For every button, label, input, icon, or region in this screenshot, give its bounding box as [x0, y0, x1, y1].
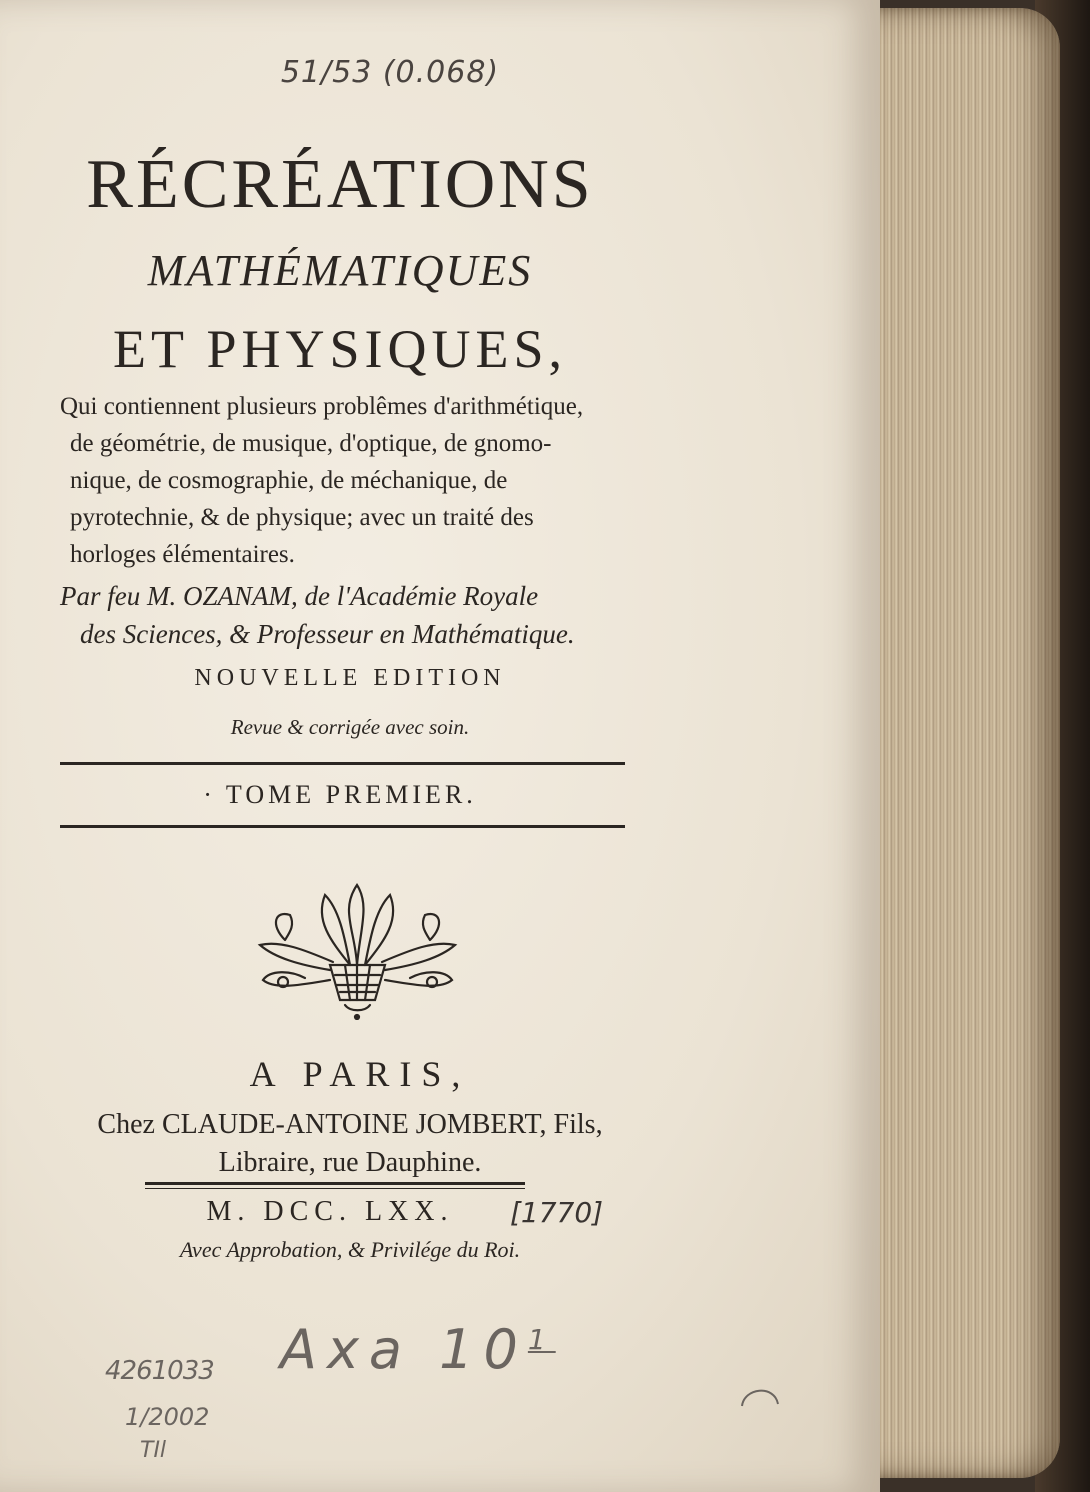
rule-line-thick — [60, 762, 625, 765]
rule-imprint — [145, 1182, 525, 1189]
book-subtitle-2: ET PHYSIQUES, — [112, 319, 568, 379]
description-line-5: horloges élémentaires. — [70, 541, 295, 568]
shelfmark-text: Axa 10 — [280, 1318, 528, 1381]
imprint-date: M. DCC. LXX. — [206, 1196, 454, 1227]
shelfmark-top: 51/53 (0.068) — [280, 55, 500, 90]
volume-statement: · TOME PREMIER. — [203, 780, 477, 809]
rule-top — [60, 762, 625, 765]
rule-line-thin — [145, 1188, 525, 1189]
marks-annotation: TIl — [140, 1438, 167, 1463]
imprint-city: A PARIS, — [249, 1054, 471, 1094]
description-line-1: Qui contiennent plusieurs problêmes d'arithmétique, — [60, 393, 584, 420]
description-line-2: de géométrie, de musique, d'optique, de gnomo- — [70, 430, 552, 457]
author-line-2: des Sciences, & Professeur en Mathématique. — [80, 619, 575, 649]
shelfmark-annotation — [280, 1318, 556, 1381]
rule-line-thick — [60, 825, 625, 828]
imprint-date-note: [1770] — [510, 1196, 604, 1229]
fleuron-ornament-icon — [245, 870, 470, 1020]
record-id-annotation: 4261033 — [105, 1356, 214, 1386]
revision-statement: Revue & corrigée avec soin. — [230, 715, 470, 739]
rule-bottom — [60, 825, 625, 828]
book-subtitle-1: MATHÉMATIQUES — [147, 246, 533, 295]
privilege-statement: Avec Approbation, & Privilége du Roi. — [179, 1237, 521, 1262]
description-line-3: nique, de cosmographie, de méchanique, de — [70, 467, 508, 494]
book-page-edges — [860, 8, 1060, 1478]
description-line-4: pyrotechnie, & de physique; avec un traité des — [70, 504, 534, 531]
publisher-line-2: Libraire, rue Dauphine. — [218, 1147, 482, 1178]
acquisition-annotation: 1/2002 — [125, 1403, 210, 1431]
imprint-publisher — [50, 1106, 650, 1182]
book-title: RÉCRÉATIONS — [86, 146, 594, 223]
publisher-line-1: Chez CLAUDE-ANTOINE JOMBERT, Fils, — [97, 1109, 603, 1140]
author-line-1: Par feu M. OZANAM, de l'Académie Royale — [60, 581, 539, 611]
pencil-mark-icon — [738, 1380, 782, 1410]
edition-statement: NOUVELLE EDITION — [194, 665, 506, 691]
rule-line-thick — [145, 1182, 525, 1185]
author-statement — [60, 577, 640, 653]
shelfmark-superscript: 1 — [527, 1323, 556, 1356]
book-description — [60, 388, 630, 573]
